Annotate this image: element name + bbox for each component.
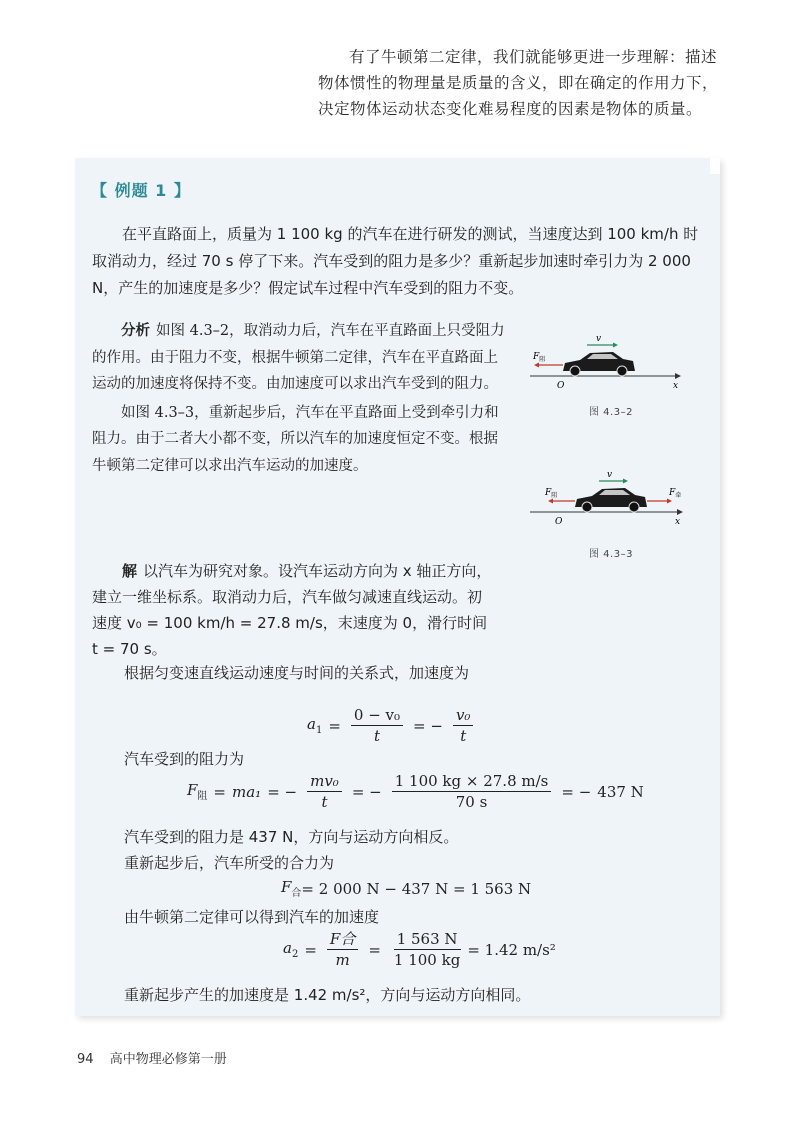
conclusion: 重新起步产生的加速度是 1.42 m/s²，方向与运动方向相同。 (124, 986, 531, 1004)
velocity-arrowhead (613, 343, 618, 348)
problem-text: 在平直路面上，质量为 1 100 kg 的汽车在进行研发的测试，当速度达到 100 km/h 时取消动力，经过 70 s 停了下来。汽车受到的阻力是多少？重新起步加速时牵引力为 2 000 N，产生的加速度是多少？假定试车过程中汽车受到的阻力不变。 (92, 225, 699, 297)
example-box (75, 158, 720, 1016)
relation-sentence: 根据匀变速直线运动速度与时间的关系式，加速度为 (124, 664, 470, 682)
net-force-intro: 重新起步后，汽车所受的合力为 (124, 854, 335, 872)
figure-caption-4-3-3: 图 4.3–3 (589, 549, 633, 560)
origin-label: O (557, 381, 565, 391)
origin-label: O (555, 517, 563, 527)
eq2-mid: ma₁ (232, 782, 262, 801)
eq1-fraction-1: $\frac{\text{0 − v₀}}{t}$ (351, 706, 403, 745)
car-wheel-rear (582, 502, 592, 512)
intro-text: 有了牛顿第二定律，我们就能够更进一步理解：描述物体惯性的物理量是质量的含义，即在确定的作用力下，决定物体运动状态变化难易程度的因素是物体的质量。 (318, 48, 719, 118)
equation-net-force (281, 878, 531, 899)
figure-4-3-3 (525, 470, 690, 530)
analysis-text-2: 如图 4.3–3，重新起步后，汽车在平直路面上受到牵引力和阻力。由于二者大小都不变，所以汽车的加速度恒定不变。根据牛顿第二定律可以求出汽车运动的加速度。 (92, 404, 499, 474)
analysis-text-1: 如图 4.3–2，取消动力后，汽车在平直路面上只受阻力的作用。由于阻力不变，根据牛顿第二定律，汽车在平直路面上运动的加速度将保持不变。由加速度可以求出汽车受到的阻力。 (92, 323, 505, 392)
equation-acceleration-1: $a_1$ = $\frac{\text{0 − v₀}}{t}$ = − $\frac{\text{v₀}}{t}$ (307, 706, 477, 745)
eq2-fraction-1: $\frac{\text{mv₀}}{t}$ (307, 772, 342, 811)
example-title: 【 例题 1 】 (91, 181, 191, 200)
eq2-result: 437 N (597, 782, 644, 801)
x-axis-label: x (675, 517, 681, 527)
eq3-lhs: $F_合$ (281, 878, 302, 899)
eq4-result: = 1.42 m/s² (467, 940, 556, 959)
car-wheel-rear (570, 366, 580, 376)
analysis-paragraph-2 (92, 400, 510, 480)
traction-label: $F_牵$ (669, 488, 682, 499)
book-title: 高中物理必修第一册 (109, 1052, 227, 1067)
equation-acceleration-2: $a_2$ = $\frac{\text{F合}}{m}$ = $\frac{1 563 N}{1 100 kg}$ = 1.42 m/s² (283, 930, 556, 969)
intro-paragraph (318, 44, 718, 122)
analysis-section (92, 318, 510, 481)
resistance-intro: 汽车受到的阻力为 (124, 750, 245, 768)
eq3-rhs: = 2 000 N − 437 N = 1 563 N (301, 879, 532, 898)
resistance-label: $F_阻$ (545, 488, 558, 499)
x-axis-arrowhead (675, 373, 681, 379)
x-axis-arrowhead (677, 509, 683, 515)
eq4-fraction-2: $\frac{1 563 N}{1 100 kg}$ (393, 930, 461, 969)
solution-paragraph (92, 558, 492, 662)
resistance-result: 汽车受到的阻力是 437 N，方向与运动方向相反。 (124, 828, 459, 846)
traction-arrowhead (667, 499, 672, 504)
velocity-label: v (607, 470, 613, 480)
eq4-lhs: $a_2$ (283, 939, 299, 960)
resistance-label: $F_阻$ (533, 352, 546, 363)
resistance-arrowhead (548, 499, 553, 504)
figure-4-3-2 (525, 333, 685, 393)
page-number: 94 (77, 1052, 94, 1067)
solution-section (92, 558, 492, 662)
eq4-fraction-1: $\frac{\text{F合}}{m}$ (327, 930, 358, 969)
page-footer (77, 1048, 227, 1067)
eq2-lhs: $F_阻$ (187, 781, 208, 802)
figure-caption-4-3-2: 图 4.3–2 (589, 407, 633, 418)
car-wheel-front (629, 502, 639, 512)
solution-label: 解 (122, 562, 138, 580)
equation-resistance: $F_阻$ = ma₁ = − $\frac{\text{mv₀}}{t}$ = − $\frac{1 100 kg \times 27.8 m/s}{70 s}$ = − 437 N (187, 772, 644, 811)
eq1-fraction-2: $\frac{\text{v₀}}{t}$ (453, 706, 474, 745)
acceleration-intro: 由牛顿第二定律可以得到汽车的加速度 (124, 908, 380, 926)
analysis-paragraph-1 (92, 318, 510, 398)
analysis-label: 分析 (121, 323, 150, 339)
eq2-fraction-2: $\frac{1 100 kg \times 27.8 m/s}{70 s}$ (392, 772, 552, 811)
solution-text: 以汽车为研究对象。设汽车运动方向为 x 轴正方向，建立一维坐标系。取消动力后，汽车做匀减速直线运动。初速度 v₀ = 100 km/h = 27.8 m/s，末速度为 0，滑行时间 t = 70 s。 (92, 562, 492, 658)
eq1-lhs: $a_1$ (307, 715, 323, 736)
x-axis-label: x (673, 381, 679, 391)
velocity-arrowhead (623, 479, 628, 484)
problem-statement (92, 221, 704, 302)
car-wheel-front (617, 366, 627, 376)
velocity-label: v (596, 334, 602, 344)
box-corner-fold (710, 158, 720, 174)
resistance-arrowhead (534, 363, 539, 368)
